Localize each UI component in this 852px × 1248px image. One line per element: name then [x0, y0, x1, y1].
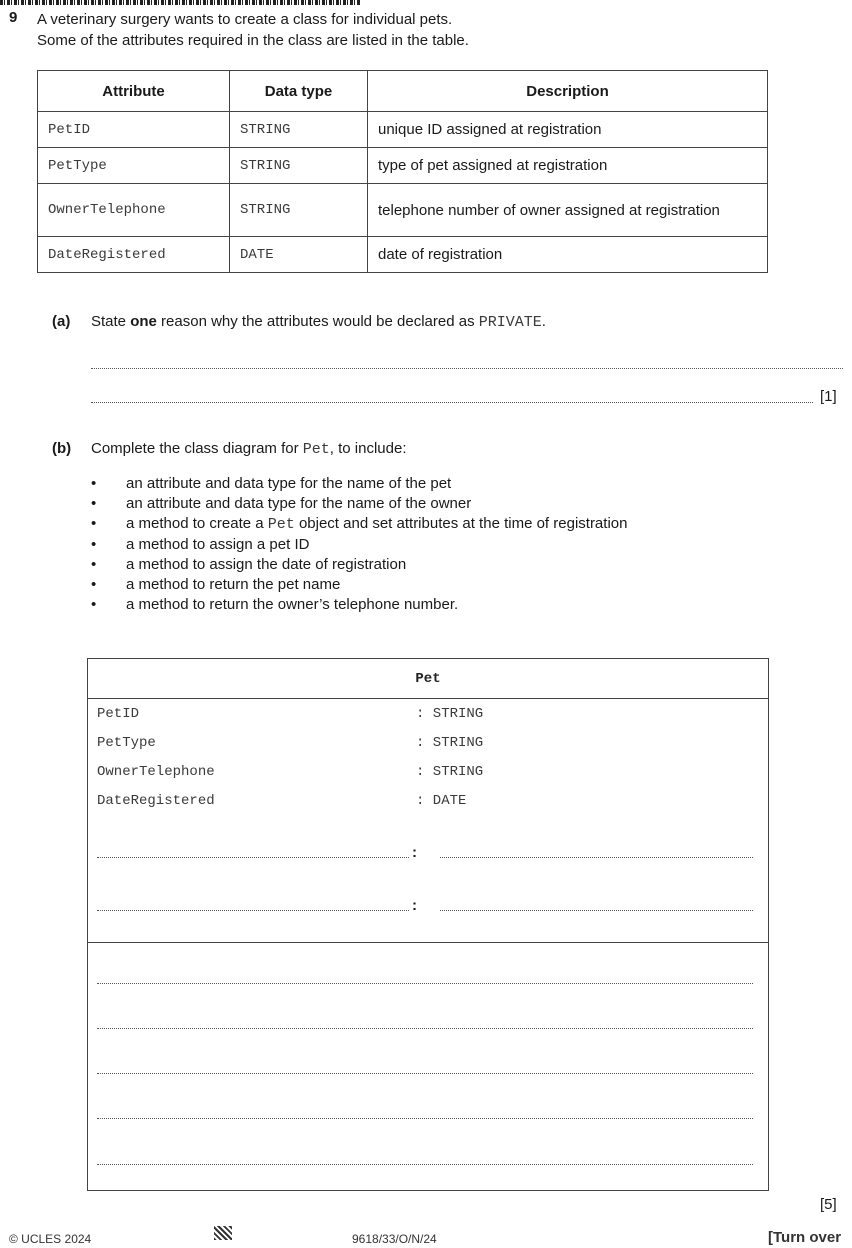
part-b-marks: [5]	[820, 1196, 837, 1213]
cell-description: telephone number of owner assigned at registration	[368, 184, 768, 237]
attribute-type-answer-line[interactable]	[440, 843, 753, 858]
cell-description: type of pet assigned at registration	[368, 148, 768, 184]
attribute-table	[37, 70, 768, 273]
part-a-bold: one	[130, 313, 157, 330]
list-item: • an attribute and data type for the name of the pet	[91, 474, 627, 494]
part-b-text-2: , to include:	[329, 440, 407, 457]
cell-description: unique ID assigned at registration	[368, 112, 768, 148]
list-item: • an attribute and data type for the name of the owner	[91, 494, 627, 514]
qr-code-icon	[214, 1226, 232, 1240]
attribute-name-answer-line[interactable]	[97, 896, 409, 911]
header-description: Description	[368, 71, 768, 112]
method-answer-line[interactable]	[97, 1059, 753, 1074]
cell-type: STRING	[230, 148, 368, 184]
part-a-question	[91, 313, 546, 331]
part-b-text-1: Complete the class diagram for	[91, 440, 303, 457]
cell-attribute: DateRegistered	[38, 237, 230, 273]
class-attribute-type: : STRING	[416, 764, 484, 780]
list-item	[91, 514, 627, 535]
bullet-text: a method to create a	[126, 515, 268, 532]
class-attribute-name: OwnerTelephone	[97, 764, 215, 780]
class-diagram	[87, 658, 769, 1191]
header-data-type: Data type	[230, 71, 368, 112]
part-a-text-2: reason why the attributes would be declared as	[156, 313, 479, 330]
part-b-label: (b)	[52, 440, 72, 457]
class-attribute-type: : DATE	[416, 793, 467, 809]
intro-line-1: A veterinary surgery wants to create a class for individual pets.	[37, 11, 453, 28]
cell-type: STRING	[230, 112, 368, 148]
list-item: • a method to return the owner’s telephone number.	[91, 595, 627, 615]
barcode-strip	[0, 0, 360, 5]
table-row	[38, 148, 768, 184]
method-answer-line[interactable]	[97, 1014, 753, 1029]
attribute-separator: :	[412, 897, 417, 914]
class-name-divider	[88, 698, 768, 699]
question-number: 9	[9, 9, 18, 26]
class-attribute-name: DateRegistered	[97, 793, 215, 809]
cell-attribute: OwnerTelephone	[38, 184, 230, 237]
method-answer-line[interactable]	[97, 969, 753, 984]
turn-over: [Turn over	[768, 1229, 842, 1246]
answer-line-a2[interactable]	[91, 386, 813, 403]
class-name: Pet	[415, 671, 441, 687]
class-attribute-type: : STRING	[416, 735, 484, 751]
answer-line-a1[interactable]	[91, 352, 843, 369]
part-a-text-3: .	[541, 313, 546, 330]
paper-code: 9618/33/O/N/24	[352, 1232, 437, 1246]
list-item: • a method to return the pet name	[91, 575, 627, 595]
part-a-text-1: State	[91, 313, 131, 330]
question-intro	[37, 9, 469, 51]
class-attribute-type: : STRING	[416, 706, 484, 722]
part-a-marks: [1]	[820, 388, 837, 405]
attribute-separator: :	[412, 844, 417, 861]
method-answer-line[interactable]	[97, 1104, 753, 1119]
class-attribute-name: PetType	[97, 735, 156, 751]
cell-type: DATE	[230, 237, 368, 273]
table-row	[38, 184, 768, 237]
methods-divider	[88, 942, 768, 943]
header-attribute: Attribute	[38, 71, 230, 112]
intro-line-2: Some of the attributes required in the class are listed in the table.	[37, 32, 469, 49]
inline-code: Pet	[267, 516, 295, 533]
table-row	[38, 112, 768, 148]
cell-attribute: PetID	[38, 112, 230, 148]
part-b-question	[91, 440, 407, 458]
list-item: • a method to assign a pet ID	[91, 535, 627, 555]
requirements-list	[91, 474, 627, 615]
cell-description: date of registration	[368, 237, 768, 273]
part-a-code: PRIVATE	[478, 314, 542, 331]
attribute-type-answer-line[interactable]	[440, 896, 753, 911]
class-attribute-name: PetID	[97, 706, 140, 722]
cell-attribute: PetType	[38, 148, 230, 184]
part-b-code: Pet	[302, 441, 330, 458]
cell-type: STRING	[230, 184, 368, 237]
table-row	[38, 237, 768, 273]
attribute-name-answer-line[interactable]	[97, 843, 409, 858]
bullet-text: object and set attributes at the time of registration	[294, 515, 628, 532]
method-answer-line[interactable]	[97, 1150, 753, 1165]
table-header-row	[38, 71, 768, 112]
part-a-label: (a)	[52, 313, 71, 330]
list-item: • a method to assign the date of registration	[91, 555, 627, 575]
copyright: © UCLES 2024	[9, 1232, 92, 1246]
